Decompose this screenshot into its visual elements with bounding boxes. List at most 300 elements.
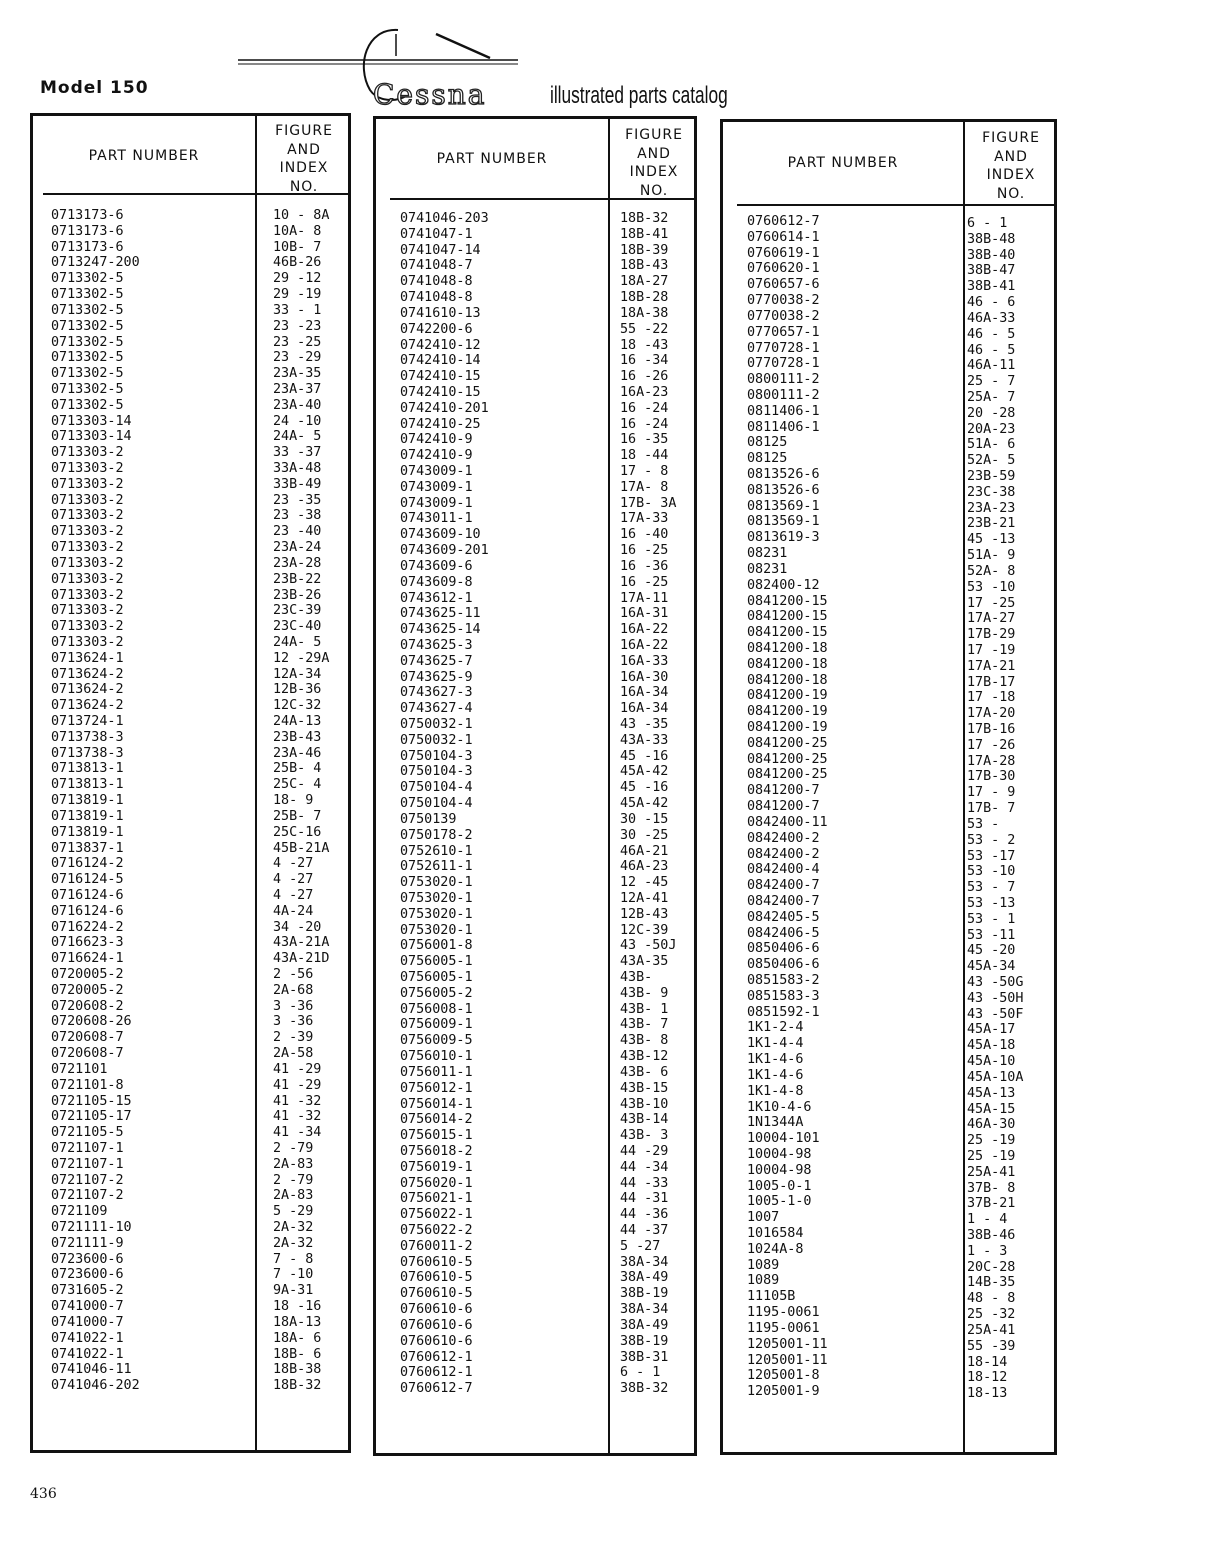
part-number-cell: 0716624-1 — [51, 951, 124, 967]
figure-index-cell: 45A-15 — [967, 1101, 1016, 1117]
part-number-cell: 0756022-1 — [400, 1207, 473, 1223]
part-number-cell: 0713303-2 — [51, 492, 124, 508]
figure-index-cell: 7 - 8 — [273, 1251, 314, 1267]
part-number-cell: 0741000-7 — [51, 1299, 124, 1315]
figure-index-cell: 16 -24 — [620, 400, 669, 416]
part-number-cell: 0713247-200 — [51, 255, 140, 271]
figure-index-cell: 43B- — [620, 970, 653, 985]
part-number-cell: 0841200-15 — [747, 625, 828, 641]
part-number-cell: 0743625-14 — [400, 622, 481, 638]
figure-index-cell: 18 -16 — [273, 1299, 322, 1315]
part-number-cell: 0713302-5 — [51, 350, 124, 366]
part-number-cell: 0753020-1 — [400, 890, 473, 906]
figure-index-cell: 1 - 3 — [967, 1243, 1008, 1259]
figure-index-cell: 2A-83 — [273, 1156, 314, 1172]
figure-index-cell: 44 -36 — [620, 1207, 669, 1223]
figure-index-cell: 12B-43 — [620, 906, 669, 922]
figure-index-cell: 6 - 1 — [620, 1365, 661, 1381]
part-number-cell: 0713813-1 — [51, 777, 124, 793]
figure-index-cell: 16A-31 — [620, 606, 669, 622]
figure-index-cell: 12B-36 — [273, 682, 322, 698]
figure-index-cell: 24A-13 — [273, 714, 322, 729]
figure-index-cell: 18B- 6 — [273, 1346, 322, 1362]
part-number-cell: 0770657-1 — [747, 324, 820, 340]
part-number-cell: 0760610-6 — [400, 1302, 473, 1318]
part-number-cell: 0741022-1 — [51, 1330, 124, 1346]
part-number-cell: 10004-98 — [747, 1146, 812, 1162]
figure-index-cell: 23A-35 — [273, 366, 322, 382]
part-number-cell: 0842400-4 — [747, 862, 820, 878]
figure-index-cell: 23C-38 — [967, 484, 1016, 500]
part-number-cell: 0760619-1 — [747, 245, 820, 261]
part-number-cell: 0743625-3 — [400, 637, 473, 653]
figure-index-cell: 43B-15 — [620, 1080, 669, 1096]
figure-index-cell: 17A-21 — [967, 658, 1016, 674]
figure-index-cell: 17 -19 — [967, 642, 1016, 658]
figure-index-cell: 23B-43 — [273, 729, 322, 745]
figure-index-cell: 4A-24 — [273, 903, 314, 919]
figure-index-cell: 45 -16 — [620, 748, 669, 764]
figure-index-cell: 41 -32 — [273, 1109, 322, 1125]
figure-index-cell: 23B-21 — [967, 516, 1016, 532]
part-number-cell: 0713302-5 — [51, 302, 124, 318]
part-number-cell: 0842400-2 — [747, 830, 820, 846]
part-number-cell: 0756008-1 — [400, 1001, 473, 1017]
part-number-cell: 0813619-3 — [747, 530, 820, 546]
figure-index-cell: 6 - 1 — [967, 216, 1008, 231]
part-number-cell: 0741047-1 — [400, 226, 473, 242]
part-number-cell: 0713303-2 — [51, 540, 124, 556]
figure-index-cell: 43B- 9 — [620, 985, 669, 1001]
part-number-cell: 0743009-1 — [400, 479, 473, 495]
figure-index-cell: 44 -29 — [620, 1143, 669, 1159]
part-number-cell: 0721107-1 — [51, 1156, 124, 1172]
figure-index-cell: 17A-33 — [620, 511, 669, 527]
figure-index-cell: 2A-32 — [273, 1235, 314, 1251]
part-number-cell: 0760620-1 — [747, 261, 820, 277]
part-number-cell: 0842400-7 — [747, 893, 820, 909]
part-number-cell: 11105B — [747, 1289, 796, 1305]
part-number-cell: 0850406-6 — [747, 941, 820, 957]
part-number-cell: 0760610-5 — [400, 1286, 473, 1302]
figure-index-cell: 46 - 5 — [967, 342, 1016, 358]
figure-index-cell: 41 -29 — [273, 1061, 322, 1077]
figure-index-cell: 43A-21A — [273, 935, 330, 951]
figure-index-cell: 45A-42 — [620, 796, 669, 812]
figure-index-cell: 29 -19 — [273, 287, 322, 303]
figure-index-cell: 55 -22 — [620, 321, 669, 337]
figure-index-cell: 16 -35 — [620, 432, 669, 448]
figure-index-cell: 43B- 1 — [620, 1001, 669, 1017]
part-number-cell: 0713302-5 — [51, 318, 124, 334]
figure-index-cell: 53 - 1 — [967, 911, 1016, 927]
part-number-cell: 0713303-2 — [51, 555, 124, 571]
figure-index-header: FIGURE AND INDEX NO. — [275, 123, 333, 195]
figure-index-cell: 17A-27 — [967, 611, 1016, 627]
figure-index-header: FIGURE AND INDEX NO. — [982, 130, 1040, 202]
part-number-cell: 0742410-14 — [400, 353, 481, 369]
part-number-column — [51, 208, 140, 1394]
part-number-cell: 0713303-2 — [51, 508, 124, 524]
part-number-cell: 0713724-1 — [51, 714, 124, 729]
figure-index-cell: 43 -35 — [620, 717, 669, 732]
part-number-cell: 1K1-4-8 — [747, 1083, 804, 1099]
figure-index-cell: 17A- 8 — [620, 479, 669, 495]
figure-index-cell: 25 -32 — [967, 1307, 1016, 1323]
part-number-cell: 0800111-2 — [747, 372, 820, 388]
part-number-cell: 0760612-1 — [400, 1365, 473, 1381]
figure-index-cell: 12C-39 — [620, 922, 669, 938]
figure-index-cell: 53 -17 — [967, 848, 1016, 864]
figure-index-cell: 25A- 7 — [967, 389, 1016, 405]
figure-index-cell: 25C- 4 — [273, 777, 322, 793]
figure-index-cell: 2 -39 — [273, 1030, 314, 1046]
part-number-cell: 0713738-3 — [51, 745, 124, 761]
part-number-cell: 1N1344A — [747, 1115, 804, 1131]
figure-index-cell: 20 -28 — [967, 405, 1016, 421]
part-number-cell: 0720005-2 — [51, 967, 124, 982]
figure-index-cell: 16 -25 — [620, 574, 669, 590]
figure-index-cell: 18 -44 — [620, 448, 669, 464]
figure-index-cell: 17B-16 — [967, 722, 1016, 737]
figure-index-cell: 30 -15 — [620, 811, 669, 827]
part-number-cell: 0813569-1 — [747, 514, 820, 530]
figure-index-cell: 18- 9 — [273, 793, 314, 809]
part-number-cell: 0841200-19 — [747, 720, 828, 735]
part-number-cell: 1K1-4-4 — [747, 1036, 804, 1052]
part-number-cell: 0713819-1 — [51, 808, 124, 824]
part-number-cell: 0750032-1 — [400, 717, 473, 732]
figure-index-cell: 16 -25 — [620, 543, 669, 559]
figure-index-cell: 45A-34 — [967, 959, 1016, 975]
figure-index-cell: 45 -13 — [967, 532, 1016, 548]
part-number-cell: 0721111-9 — [51, 1235, 124, 1251]
figure-index-cell: 38B-47 — [967, 263, 1016, 279]
figure-index-cell: 12A-41 — [620, 890, 669, 906]
part-number-cell: 0756009-1 — [400, 1017, 473, 1033]
part-number-cell: 0813569-1 — [747, 498, 820, 514]
part-number-cell: 0723600-6 — [51, 1251, 124, 1267]
part-number-cell: 1089 — [747, 1257, 780, 1273]
parts-table-2 — [373, 116, 697, 1456]
figure-index-cell: 46A-11 — [967, 358, 1016, 374]
part-number-cell: 0741046-11 — [51, 1362, 132, 1378]
figure-index-cell: 17B-30 — [967, 769, 1016, 785]
figure-index-cell: 23 -40 — [273, 524, 322, 540]
figure-index-cell: 4 -27 — [273, 872, 314, 888]
figure-index-cell: 17 - 8 — [620, 464, 669, 479]
part-number-cell: 0721107-1 — [51, 1140, 124, 1156]
figure-index-cell: 18B-32 — [273, 1378, 322, 1394]
part-number-cell: 0841200-7 — [747, 799, 820, 815]
figure-index-cell: 45A-18 — [967, 1038, 1016, 1054]
figure-index-cell: 16A-22 — [620, 637, 669, 653]
figure-index-cell: 25 -19 — [967, 1133, 1016, 1149]
part-number-cell: 0743625-11 — [400, 606, 481, 622]
part-number-cell: 0741046-202 — [51, 1378, 140, 1394]
figure-index-cell: 18B-41 — [620, 226, 669, 242]
part-number-cell: 0713173-6 — [51, 239, 124, 255]
part-number-cell: 0713303-2 — [51, 461, 124, 476]
part-number-cell: 0742410-25 — [400, 416, 481, 432]
figure-index-cell: 16A-34 — [620, 701, 669, 717]
part-number-cell: 0713837-1 — [51, 840, 124, 856]
part-number-cell: 0756018-2 — [400, 1143, 473, 1159]
part-number-header: PART NUMBER — [88, 148, 200, 164]
parts-table-1 — [30, 113, 351, 1453]
figure-index-cell: 38B-41 — [967, 279, 1016, 295]
figure-index-cell: 23C-39 — [273, 603, 322, 619]
figure-index-cell: 48 - 8 — [967, 1291, 1016, 1307]
part-number-cell: 1195-0061 — [747, 1305, 820, 1321]
figure-index-cell: 46 - 6 — [967, 295, 1016, 311]
figure-index-cell: 38B-32 — [620, 1381, 669, 1397]
figure-index-cell: 16A-22 — [620, 622, 669, 638]
figure-index-cell: 12 -45 — [620, 875, 669, 891]
figure-index-cell: 41 -29 — [273, 1077, 322, 1093]
figure-index-cell: 16A-23 — [620, 384, 669, 400]
part-number-cell: 08125 — [747, 435, 788, 451]
part-number-cell: 0741048-8 — [400, 290, 473, 306]
figure-index-cell: 23A-46 — [273, 745, 322, 761]
figure-index-cell: 10A- 8 — [273, 223, 322, 239]
figure-index-cell: 16A-34 — [620, 685, 669, 701]
figure-index-cell: 23B-22 — [273, 571, 322, 587]
figure-index-cell: 33A-48 — [273, 461, 322, 476]
part-number-cell: 0813526-6 — [747, 482, 820, 498]
figure-index-cell: 18B-28 — [620, 290, 669, 306]
part-number-cell: 0742410-12 — [400, 337, 481, 353]
part-number-column — [747, 214, 828, 1400]
figure-index-cell: 23 -25 — [273, 334, 322, 350]
part-number-cell: 0756021-1 — [400, 1191, 473, 1207]
figure-index-cell: 16 -40 — [620, 527, 669, 543]
part-number-cell: 0720608-26 — [51, 1014, 132, 1030]
figure-index-cell: 51A- 9 — [967, 548, 1016, 564]
part-number-cell: 0851583-3 — [747, 988, 820, 1004]
part-number-cell: 1205001-8 — [747, 1368, 820, 1384]
part-number-cell: 0720608-2 — [51, 998, 124, 1014]
figure-index-cell: 53 -13 — [967, 895, 1016, 911]
part-number-cell: 0731605-2 — [51, 1283, 124, 1299]
figure-index-cell: 25A-41 — [967, 1322, 1016, 1338]
part-number-cell: 08125 — [747, 451, 788, 467]
part-number-cell: 10004-101 — [747, 1131, 820, 1147]
figure-index-cell: 45A-17 — [967, 1022, 1016, 1038]
part-number-cell: 0770038-2 — [747, 293, 820, 309]
figure-index-cell: 43 -50H — [967, 990, 1024, 1006]
part-number-cell: 0713624-2 — [51, 698, 124, 714]
part-number-cell: 0842406-5 — [747, 925, 820, 941]
figure-index-cell: 53 - 7 — [967, 880, 1016, 896]
part-number-cell: 1089 — [747, 1273, 780, 1289]
part-number-cell: 0741048-8 — [400, 274, 473, 290]
figure-index-cell: 43B-10 — [620, 1096, 669, 1112]
figure-index-cell: 46A-23 — [620, 859, 669, 875]
part-number-cell: 0721105-5 — [51, 1125, 124, 1141]
figure-index-cell: 17A-11 — [620, 590, 669, 606]
part-number-cell: 0756022-2 — [400, 1223, 473, 1238]
figure-index-cell: 18A-27 — [620, 274, 669, 290]
figure-index-cell: 2A-32 — [273, 1220, 314, 1235]
part-number-cell: 0841200-19 — [747, 704, 828, 720]
part-number-cell: 0716124-5 — [51, 872, 124, 888]
figure-index-cell: 2 -56 — [273, 967, 314, 982]
figure-index-cell: 41 -34 — [273, 1125, 322, 1141]
part-number-cell: 0742410-15 — [400, 384, 481, 400]
figure-index-cell: 16 -34 — [620, 353, 669, 369]
part-number-cell: 0842405-5 — [747, 909, 820, 925]
parts-table-3 — [720, 119, 1057, 1455]
part-number-cell: 1195-0061 — [747, 1320, 820, 1336]
part-number-cell: 0742410-15 — [400, 369, 481, 385]
part-number-cell: 0756009-5 — [400, 1033, 473, 1049]
part-number-cell: 0713302-5 — [51, 271, 124, 287]
part-number-cell: 0721107-2 — [51, 1172, 124, 1188]
figure-index-cell: 23 -29 — [273, 350, 322, 366]
figure-index-cell: 25C-16 — [273, 824, 322, 840]
part-number-cell: 0713303-2 — [51, 634, 124, 650]
figure-index-cell: 45A-42 — [620, 764, 669, 780]
figure-index-cell: 17 -25 — [967, 595, 1016, 611]
part-number-cell: 0713302-5 — [51, 397, 124, 413]
part-number-cell: 0742410-9 — [400, 432, 473, 448]
figure-index-cell: 43A-33 — [620, 732, 669, 748]
figure-index-cell: 12C-32 — [273, 698, 322, 714]
part-number-cell: 0760610-5 — [400, 1254, 473, 1270]
page-number: 436 — [30, 1486, 57, 1502]
part-number-cell: 0760612-7 — [400, 1381, 473, 1397]
figure-index-cell: 23A-40 — [273, 397, 322, 413]
part-number-cell: 1K10-4-6 — [747, 1099, 812, 1115]
figure-index-cell: 43 -50F — [967, 1006, 1024, 1022]
figure-index-cell: 2 -79 — [273, 1172, 314, 1188]
model-label: Model 150 — [40, 78, 149, 98]
figure-index-cell: 5 -27 — [620, 1238, 661, 1254]
part-number-cell: 0713302-5 — [51, 381, 124, 397]
figure-index-cell: 16A-33 — [620, 653, 669, 669]
part-number-cell: 0713738-3 — [51, 729, 124, 745]
figure-index-cell: 45 -20 — [967, 943, 1016, 959]
part-number-cell: 0713173-6 — [51, 208, 124, 223]
figure-index-cell: 53 -10 — [967, 579, 1016, 595]
part-number-cell: 0756014-2 — [400, 1112, 473, 1128]
part-number-cell: 0713173-6 — [51, 223, 124, 239]
figure-index-cell: 46 - 5 — [967, 326, 1016, 342]
part-number-cell: 0760610-6 — [400, 1317, 473, 1333]
part-number-cell: 0811406-1 — [747, 403, 820, 419]
figure-index-cell: 45A-10A — [967, 1069, 1024, 1085]
part-number-cell: 0760610-6 — [400, 1333, 473, 1349]
part-number-cell: 0741022-1 — [51, 1346, 124, 1362]
figure-index-cell: 23A-24 — [273, 540, 322, 556]
figure-index-cell: 52A- 8 — [967, 563, 1016, 579]
part-number-cell: 0753020-1 — [400, 875, 473, 891]
figure-index-cell: 38B-46 — [967, 1228, 1016, 1243]
part-number-cell: 0713813-1 — [51, 761, 124, 777]
part-number-cell: 0723600-6 — [51, 1267, 124, 1283]
part-number-cell: 1005-1-0 — [747, 1194, 812, 1210]
figure-index-cell: 29 -12 — [273, 271, 322, 287]
part-number-cell: 0743612-1 — [400, 590, 473, 606]
figure-index-cell: 46A-21 — [620, 843, 669, 859]
figure-index-cell: 53 -11 — [967, 927, 1016, 943]
part-number-cell: 0756015-1 — [400, 1128, 473, 1144]
figure-index-cell: 17A-20 — [967, 706, 1016, 722]
part-number-cell: 0743609-10 — [400, 527, 481, 543]
part-number-cell: 0841200-7 — [747, 783, 820, 799]
figure-index-cell: 18B-39 — [620, 242, 669, 258]
figure-index-cell: 5 -29 — [273, 1204, 314, 1220]
part-number-cell: 0752610-1 — [400, 843, 473, 859]
part-number-cell: 0841200-25 — [747, 767, 828, 783]
part-number-cell: 0741047-14 — [400, 242, 481, 258]
part-number-cell: 0770728-1 — [747, 340, 820, 356]
figure-index-cell: 18A-13 — [273, 1314, 322, 1330]
figure-index-cell: 14B-35 — [967, 1275, 1016, 1291]
figure-index-cell: 10B- 7 — [273, 239, 322, 255]
part-number-cell: 0720608-7 — [51, 1046, 124, 1062]
figure-index-cell: 18B-32 — [620, 211, 669, 226]
part-number-cell: 0756005-1 — [400, 954, 473, 970]
figure-index-cell: 18-14 — [967, 1354, 1008, 1370]
part-number-cell: 08231 — [747, 546, 788, 562]
part-number-cell: 0752611-1 — [400, 859, 473, 875]
figure-index-cell: 38A-34 — [620, 1302, 669, 1318]
figure-index-cell: 18-12 — [967, 1370, 1008, 1386]
figure-index-cell: 53 - — [967, 816, 1000, 832]
figure-index-cell: 17B- 7 — [967, 801, 1016, 817]
part-number-cell: 0713303-2 — [51, 571, 124, 587]
figure-index-cell: 38B-48 — [967, 231, 1016, 247]
part-number-cell: 0743609-201 — [400, 543, 489, 559]
part-number-cell: 0742410-201 — [400, 400, 489, 416]
part-number-cell: 0741048-7 — [400, 258, 473, 274]
part-number-cell: 0713819-1 — [51, 824, 124, 840]
part-number-cell: 0742200-6 — [400, 321, 473, 337]
part-number-cell: 0743625-9 — [400, 669, 473, 685]
part-number-cell: 0760612-7 — [747, 214, 820, 229]
figure-index-cell: 33B-49 — [273, 476, 322, 492]
part-number-cell: 0721105-17 — [51, 1109, 132, 1125]
part-number-cell: 0756001-8 — [400, 938, 473, 954]
figure-index-cell: 45A-13 — [967, 1085, 1016, 1101]
part-number-column — [400, 211, 489, 1397]
part-number-cell: 0721101 — [51, 1061, 108, 1077]
part-number-cell: 0721111-10 — [51, 1220, 132, 1235]
brand-header — [238, 26, 798, 110]
part-number-cell: 1007 — [747, 1210, 780, 1226]
part-number-cell: 0770728-1 — [747, 356, 820, 372]
figure-index-cell: 4 -27 — [273, 856, 314, 872]
figure-index-cell: 18 -43 — [620, 337, 669, 353]
part-number-cell: 0760610-5 — [400, 1270, 473, 1286]
part-number-cell: 0842400-2 — [747, 846, 820, 862]
part-number-cell: 0713303-14 — [51, 429, 132, 445]
part-number-cell: 1K1-4-6 — [747, 1067, 804, 1083]
figure-index-cell: 23 -23 — [273, 318, 322, 334]
part-number-cell: 0841200-15 — [747, 593, 828, 609]
figure-index-cell: 46A-30 — [967, 1117, 1016, 1133]
figure-index-cell: 23A-28 — [273, 555, 322, 571]
figure-index-cell: 33 - 1 — [273, 302, 322, 318]
part-number-cell: 0756012-1 — [400, 1080, 473, 1096]
part-number-cell: 0841200-18 — [747, 640, 828, 656]
figure-index-cell: 51A- 6 — [967, 437, 1016, 453]
figure-index-cell: 2A-58 — [273, 1046, 314, 1062]
figure-index-cell: 2A-83 — [273, 1188, 314, 1204]
part-number-cell: 0841200-19 — [747, 688, 828, 704]
